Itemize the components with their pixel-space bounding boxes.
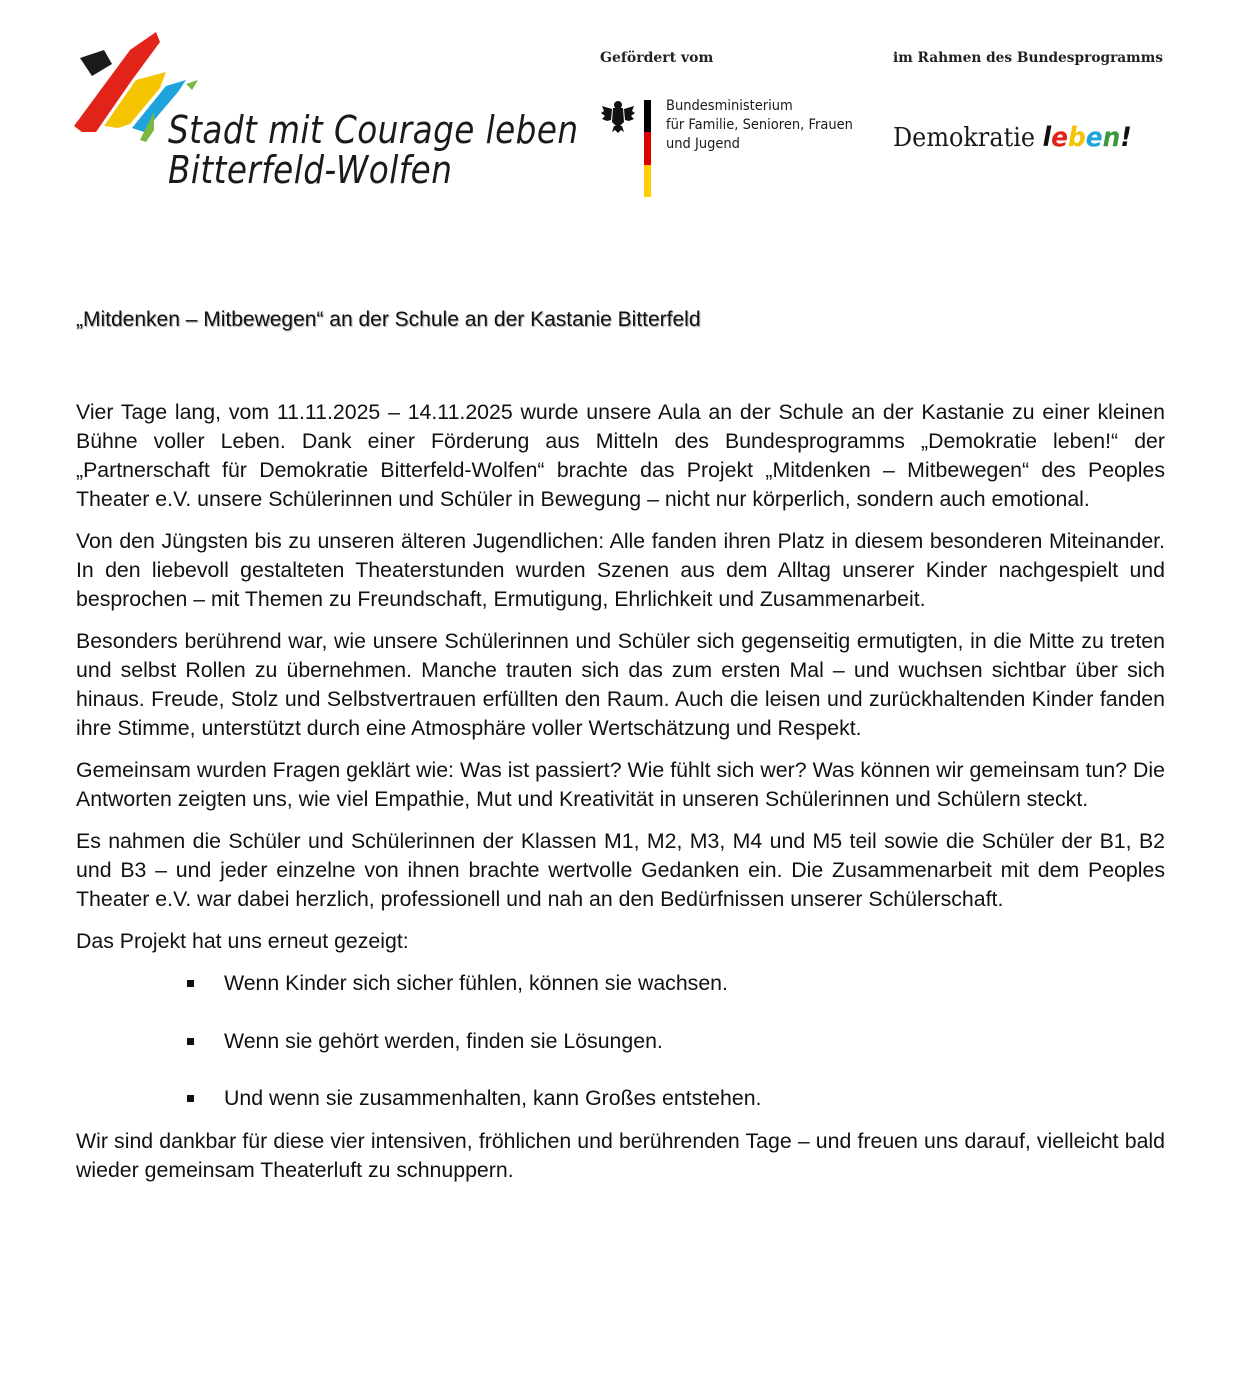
document-body bbox=[76, 398, 1165, 1198]
star-stripe-green bbox=[186, 80, 198, 90]
closing-paragraph: Wir sind dankbar für diese vier intensiven, fröhlichen und berührenden Tage – und freuen uns darauf, vielleicht bald wieder gemeinsam Theaterluft zu schnuppern. bbox=[76, 1129, 1165, 1182]
star-stripe-black bbox=[80, 50, 112, 76]
flag-black bbox=[644, 100, 651, 132]
ministry-line-2: für Familie, Senioren, Frauen bbox=[666, 117, 853, 133]
leben-letter: ! bbox=[1120, 122, 1132, 153]
funder-logo bbox=[600, 48, 880, 208]
city-logo-text bbox=[168, 110, 579, 190]
flag-gold bbox=[644, 165, 651, 197]
bullet-list bbox=[76, 969, 1165, 1113]
leben-letter: n bbox=[1102, 122, 1121, 153]
german-flag-bar bbox=[644, 100, 651, 197]
demokratie-leben-logo bbox=[893, 122, 1132, 153]
city-logo-line-1: Stadt mit Courage leben bbox=[168, 108, 579, 152]
ministry-line-1: Bundesministerium bbox=[666, 98, 793, 114]
paragraph: Es nahmen die Schüler und Schülerinnen der Klassen M1, M2, M3, M4 und M5 teil sowie die Schüler der B1, B2 und B3 – und jeder einzelne von ihnen brachte wertvolle Gedanken ein. Die Zusammenarbeit mit dem Peoples Theater e.V. war dabei herzlich, professionell und nah an den Bedürfnissen unserer Schülerschaft. bbox=[76, 829, 1165, 911]
federal-eagle-icon bbox=[600, 98, 636, 134]
funder-label: Gefördert vom bbox=[600, 50, 714, 66]
square-bullet-icon bbox=[187, 980, 194, 987]
leben-word bbox=[1043, 122, 1132, 153]
paragraph-intro-list: Das Projekt hat uns erneut gezeigt: bbox=[76, 929, 409, 953]
list-item-text: Und wenn sie zusammenhalten, kann Großes entstehen. bbox=[224, 1086, 762, 1110]
flag-red bbox=[644, 132, 651, 164]
paragraph: Besonders berührend war, wie unsere Schülerinnen und Schüler sich gegenseitig ermutigten, in die Mitte zu treten und selbst Rollen zu übernehmen. Manche trauten sich das zum ersten Mal – und wuchsen sichtbar über sich hinaus. Freude, Stolz und Selbstvertrauen erfüllten den Raum. Auch die leisen und zurückhaltenden Kinder fanden ihre Stimme, unterstützt durch eine Atmosphäre voller Wertschätzung und Respekt. bbox=[76, 629, 1165, 740]
program-logo bbox=[893, 48, 1173, 168]
leben-letter: e bbox=[1085, 122, 1103, 153]
list-item-text: Wenn Kinder sich sicher fühlen, können sie wachsen. bbox=[224, 971, 728, 995]
ministry-name bbox=[666, 97, 853, 154]
list-item-text: Wenn sie gehört werden, finden sie Lösungen. bbox=[224, 1028, 663, 1053]
list-item bbox=[76, 1084, 1165, 1113]
leben-letter: e bbox=[1051, 122, 1069, 153]
city-logo-line-2: Bitterfeld-Wolfen bbox=[168, 148, 453, 192]
list-item bbox=[76, 1027, 1165, 1056]
leben-letter: l bbox=[1042, 122, 1052, 153]
document-title: „Mitdenken – Mitbewegen“ an der Schule an der Kastanie Bitterfeld bbox=[76, 308, 701, 331]
paragraph: Von den Jüngsten bis zu unseren älteren Jugendlichen: Alle fanden ihren Platz in diesem besonderen Miteinander. In den liebevoll gestalteten Theaterstunden wurden Szenen aus dem Alltag unserer Kinder nachgespielt und besprochen – mit Themen zu Freundschaft, Ermutigung, Ehrlichkeit und Zusammenarbeit. bbox=[76, 529, 1165, 611]
ministry-line-3: und Jugend bbox=[666, 136, 740, 152]
paragraph: Gemeinsam wurden Fragen geklärt wie: Was ist passiert? Wie fühlt sich wer? Was können wir gemeinsam tun? Die Antworten zeigten uns, wie viel Empathie, Mut und Kreativität in unseren Schülerinnen und Schülern steckt. bbox=[76, 758, 1165, 811]
program-label: im Rahmen des Bundesprogramms bbox=[893, 50, 1163, 66]
square-bullet-icon bbox=[187, 1038, 194, 1045]
city-logo bbox=[74, 28, 579, 203]
paragraph: Vier Tage lang, vom 11.11.2025 – 14.11.2025 wurde unsere Aula an der Schule an der Kastanie zu einer kleinen Bühne voller Leben. Dank einer Förderung aus Mitteln des Bundesprogramms „Demokratie leben!“ der „Partnerschaft für Demokratie Bitterfeld-Wolfen“ brachte das Projekt „Mitdenken – Mitbewegen“ des Peoples Theater e.V. unsere Schülerinnen und Schüler in Bewegung – nicht nur körperlich, sondern auch emotional. bbox=[76, 400, 1165, 511]
leben-letter: b bbox=[1068, 122, 1086, 153]
list-item bbox=[76, 969, 1165, 998]
square-bullet-icon bbox=[187, 1095, 194, 1102]
demokratie-word: Demokratie bbox=[893, 123, 1036, 153]
